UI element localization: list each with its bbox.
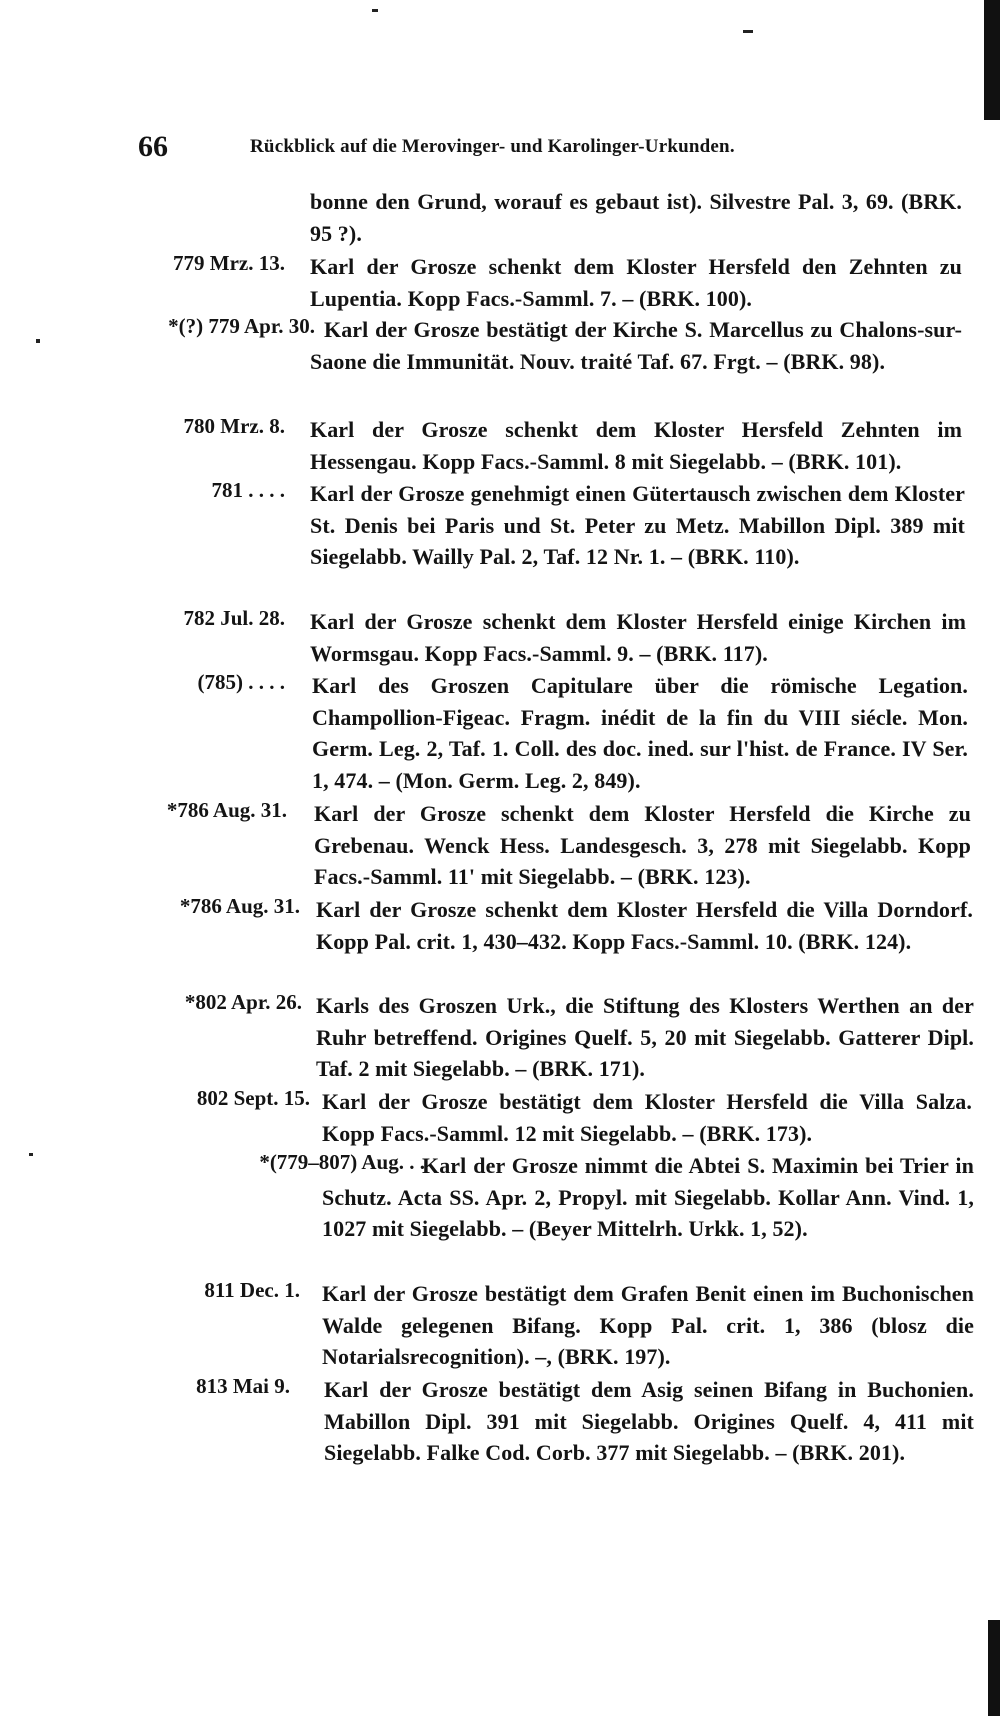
entry-list xyxy=(0,186,1000,1502)
entry-text: Karl der Grosze schenkt dem Kloster Hersfeld den Zehnten zu Lupentia. Kopp Facs.-Samml. 7. – (BRK. 100). xyxy=(310,254,962,311)
page-header xyxy=(138,130,888,170)
entry-date: 780 Mrz. 8. xyxy=(183,414,285,438)
list-item xyxy=(0,1374,1000,1502)
list-item xyxy=(0,314,1000,414)
list-item xyxy=(0,990,1000,1086)
entry-date: 779 Mrz. 13. xyxy=(173,251,285,275)
page-number: 66 xyxy=(138,130,168,163)
scan-edge-right-top xyxy=(984,0,1000,120)
entry-date: *786 Aug. 31. xyxy=(179,894,300,918)
list-item xyxy=(0,186,1000,251)
entry-date: 811 Dec. 1. xyxy=(204,1278,300,1302)
list-item xyxy=(0,894,1000,990)
list-item xyxy=(0,251,1000,314)
running-head: Rückblick auf die Merovinger- und Karolinger-Urkunden. xyxy=(250,136,735,157)
entry-text: Karl des Groszen Capitulare über die römische Legation. Champollion-Figeac. Fragm. inédit de la fin du VIII siécle. Mon. Germ. Leg. 2, Taf. 1. Coll. des doc. ined. sur l'hist. de France. IV Ser. 1, 474. – (Mon. Germ. Leg. 2, 849). xyxy=(312,673,968,793)
scan-edge-right-bottom xyxy=(988,1620,1000,1716)
scan-mark-top-right xyxy=(743,30,753,33)
entry-text: Karl der Grosze schenkt dem Kloster Hersfeld einige Kirchen im Wormsgau. Kopp Facs.-Samml. 9. – (BRK. 117). xyxy=(310,609,966,666)
entry-text: Karls des Groszen Urk., die Stiftung des Klosters Werthen an der Ruhr betreffend. Origines Quelf. 5, 20 mit Siegelabb. Gatterer Dipl. Taf. 2 mit Siegelabb. – (BRK. 171). xyxy=(316,993,974,1081)
entry-date: *(?) 779 Apr. 30. xyxy=(168,314,315,338)
entry-date: 781 . . . . xyxy=(211,478,285,502)
entry-text: Karl der Grosze schenkt dem Kloster Hersfeld die Kirche zu Grebenau. Wenck Hess. Landesgesch. 3, 278 mit Siegelabb. Kopp Facs.-Samml. 11' mit Siegelabb. – (BRK. 123). xyxy=(314,801,971,889)
entry-text: Karl der Grosze schenkt dem Kloster Hersfeld die Villa Dorndorf. Kopp Pal. crit. 1, 430–432. Kopp Facs.-Samml. 10. (BRK. 124). xyxy=(316,897,973,954)
list-item xyxy=(0,798,1000,894)
entry-text: bonne den Grund, worauf es gebaut ist). Silvestre Pal. 3, 69. (BRK. 95 ?). xyxy=(310,189,962,246)
entry-date: *(779–807) Aug. . . xyxy=(259,1150,425,1174)
entry-text: Karl der Grosze genehmigt einen Gütertausch zwischen dem Kloster St. Denis bei Paris und St. Peter zu Metz. Mabillon Dipl. 389 mit Siegelabb. Wailly Pal. 2, Taf. 12 Nr. 1. – (BRK. 110). xyxy=(310,481,965,569)
entry-date: 813 Mai 9. xyxy=(196,1374,290,1398)
list-item xyxy=(0,1086,1000,1150)
entry-text: Karl der Grosze schenkt dem Kloster Hersfeld Zehnten im Hessengau. Kopp Facs.-Samml. 8 mit Siegelabb. – (BRK. 101). xyxy=(310,417,962,474)
entry-date: 782 Jul. 28. xyxy=(183,606,285,630)
entry-text: Karl der Grosze nimmt die Abtei S. Maximin bei Trier in Schutz. Acta SS. Apr. 2, Propyl. mit Siegelabb. Kollar Ann. Vind. 1, 1027 mit Siegelabb. – (Beyer Mittelrh. Urkk. 1, 52). xyxy=(322,1153,974,1241)
scan-mark-top xyxy=(372,9,378,12)
entry-text: Karl der Grosze bestätigt der Kirche S. Marcellus zu Chalons-sur-Saone die Immunität. Nouv. traité Taf. 67. Frgt. – (BRK. 98). xyxy=(310,317,962,374)
list-item xyxy=(0,606,1000,670)
list-item xyxy=(0,1150,1000,1278)
entry-date: 802 Sept. 15. xyxy=(196,1086,310,1110)
entry-text: Karl der Grosze bestätigt dem Kloster Hersfeld die Villa Salza. Kopp Facs.-Samml. 12 mit Siegelabb. – (BRK. 173). xyxy=(322,1089,972,1146)
list-item xyxy=(0,1278,1000,1374)
entry-date: *802 Apr. 26. xyxy=(184,990,302,1014)
entry-date: *786 Aug. 31. xyxy=(166,798,287,822)
entry-date: (785) . . . . xyxy=(197,670,285,694)
entry-text: Karl der Grosze bestätigt dem Asig seinen Bifang in Buchonien. Mabillon Dipl. 391 mit Siegelabb. Origines Quelf. 4, 411 mit Siegelabb. Falke Cod. Corb. 377 mit Siegelabb. – (BRK. 201). xyxy=(324,1377,974,1465)
list-item xyxy=(0,478,1000,606)
list-item xyxy=(0,414,1000,478)
entry-text: Karl der Grosze bestätigt dem Grafen Benit einen im Buchonischen Walde gelegenen Bifang. Kopp Pal. crit. 1, 386 (blosz die Notarialsrecognition). –, (BRK. 197). xyxy=(322,1281,974,1369)
list-item xyxy=(0,670,1000,798)
